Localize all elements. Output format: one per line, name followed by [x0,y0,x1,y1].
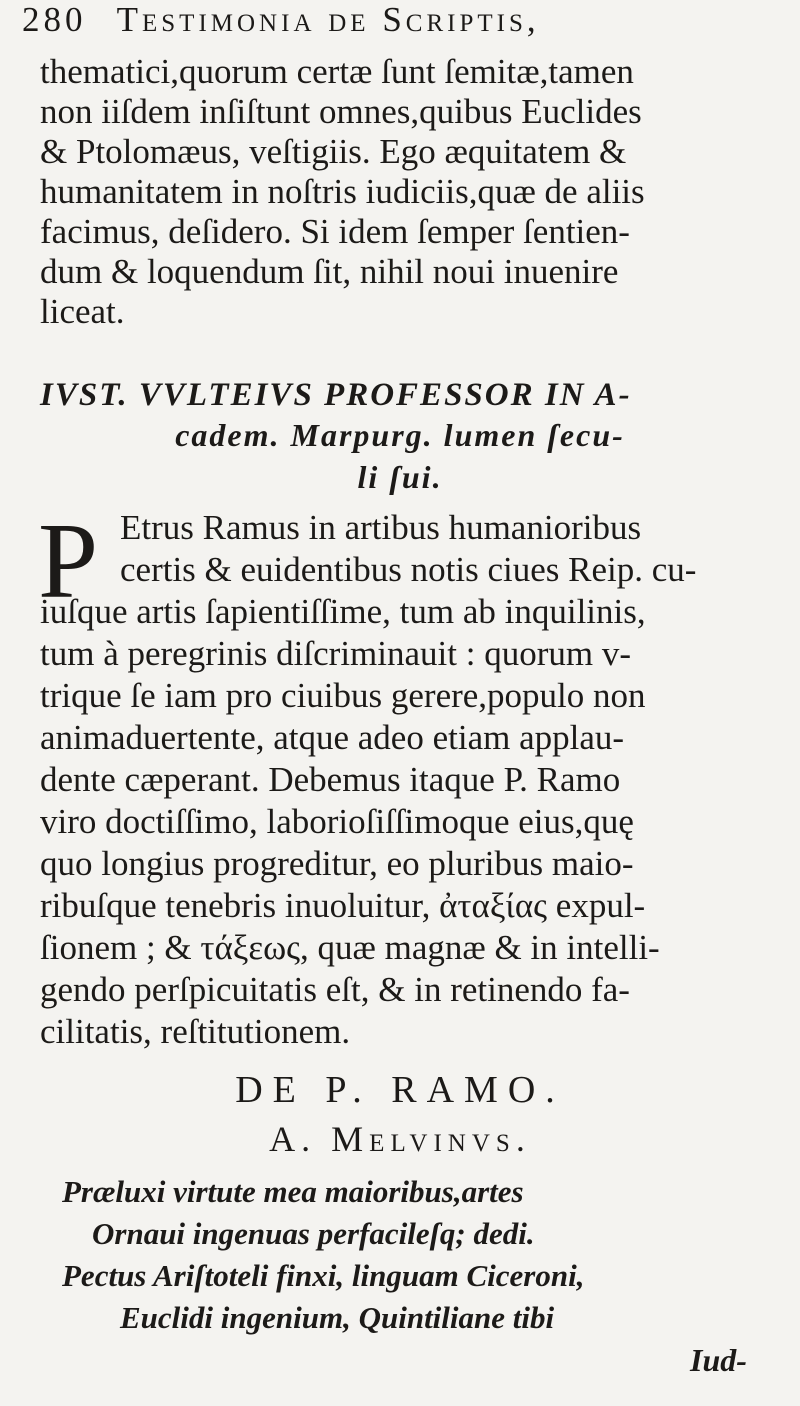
text-line: ribuſque tenebris inuoluitur, ἀταξίας expul- [40,886,646,925]
text-line: non iiſdem inſiſtunt omnes,quibus Euclides [40,92,642,131]
poem-line: Pectus Ariſtoteli finxi, linguam Ciceroni, [62,1258,585,1293]
section-heading: cadem. Marpurg. lumen ſecu- [175,417,625,453]
text-line: thematici,quorum certæ ſunt ſemitæ,tamen [40,52,634,91]
section-heading: li ſui. [357,459,443,495]
text-line: ſionem ; & τάξεως, quæ magnæ & in intelli- [40,928,660,967]
poem-heading: DE P. RAMO. [235,1069,565,1111]
text-line: dum & loquendum ſit, nihil noui inuenire [40,252,619,291]
text-line: humanitatem in noſtris iudiciis,quæ de aliis [40,172,645,211]
page-number: 280 [22,0,87,39]
poem-line: Ornaui ingenuas perfacileſq; dedi. [92,1216,535,1251]
catchword: Iud- [690,1342,747,1378]
text-line: viro doctiſſimo, laborioſiſſimoque eius,quę [40,802,634,841]
poem-line: Præluxi virtute mea maioribus,artes [62,1174,524,1209]
text-line: quo longius progreditur, eo pluribus maio- [40,844,634,883]
poem-line: Euclidi ingenium, Quintiliane tibi [120,1300,555,1335]
text-line: gendo perſpicuitatis eſt, & in retinendo fa- [40,970,630,1009]
text-line: liceat. [40,292,125,331]
running-title: Testimonia de Scriptis, [116,0,540,39]
text-line: trique ſe iam pro ciuibus gerere,populo non [40,676,646,715]
text-line: Etrus Ramus in artibus humanioribus [120,508,642,547]
section-heading: IVST. VVLTEIVS PROFESSOR IN A- [40,377,632,413]
text-line: & Ptolomæus, veſtigiis. Ego æquitatem & [40,132,627,171]
text-line: tum à peregrinis diſcriminauit : quorum v- [40,634,631,673]
text-line: iuſque artis ſapientiſſime, tum ab inquilinis, [40,592,646,631]
text-line: dente cæperant. Debemus itaque P. Ramo [40,760,621,799]
text-line: facimus, deſidero. Si idem ſemper ſentien- [40,212,630,251]
drop-cap: P [38,502,99,621]
poem-author: A. Melvinvs. [269,1119,531,1159]
running-header [22,0,780,40]
text-line: animaduertente, atque adeo etiam applau- [40,718,625,757]
text-line: cilitatis, reſtitutionem. [40,1012,351,1051]
text-line: certis & euidentibus notis ciues Reip. cu- [120,550,697,589]
